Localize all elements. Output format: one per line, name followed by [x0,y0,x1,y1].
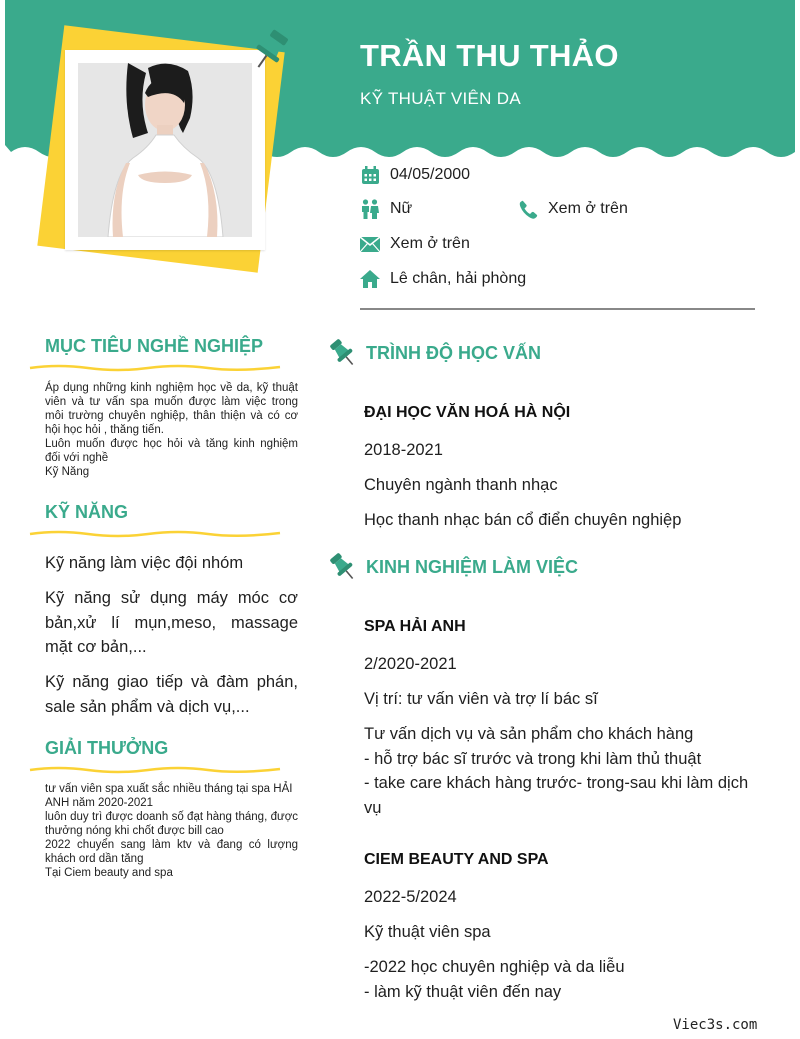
address-row [360,269,526,289]
full-name: TRẦN THU THẢO [360,38,619,73]
award-line: 2022 chuyển sang làm ktv và đang có lượng khách ord dần tăng [45,839,298,865]
photo-frame [65,50,265,250]
skills-underline [28,528,283,540]
experience-title: KINH NGHIỆM LÀM VIỆC [366,556,579,577]
award-line: ANH năm 2020-2021 [45,797,154,809]
awards-text [45,782,298,880]
skill-item: Kỹ năng làm việc đội nhóm [45,554,244,572]
contact-divider [360,308,755,310]
education-heading [330,337,541,369]
education-title: TRÌNH ĐỘ HỌC VẤN [366,342,541,363]
objective-underline [28,362,283,374]
objective-line: Luôn muốn được học hỏi và tăng kinh nghiệm đối với nghề [45,438,298,464]
company-name: SPA HẢI ANH [364,618,466,635]
education-period: 2018-2021 [364,441,443,459]
school-name: ĐẠI HỌC VĂN HOÁ HÀ NỘI [364,404,571,421]
education-major: Chuyên ngành thanh nhạc [364,476,558,494]
phone-row [518,199,628,219]
job-description: Tư vấn dịch vụ và sản phẩm cho khách hàng - hỗ trợ bác sĩ trước và trong khi làm thủ thuật - take care khách hàng trước- trong-sau khi làm dịch vụ [364,725,749,817]
skill-item: Kỹ năng giao tiếp và đàm phán, sale sản phẩm và dịch vụ,... [45,673,298,716]
phone-icon [518,199,538,219]
awards-heading: GIẢI THƯỞNG [45,738,169,758]
job-position: Kỹ thuật viên spa [364,923,491,941]
objective-text [45,381,298,479]
gender-row [360,199,412,219]
pushpin-icon [330,551,356,583]
home-icon [360,269,380,289]
envelope-icon [360,234,380,254]
job-position: Vị trí: tư vấn viên và trợ lí bác sĩ [364,690,598,708]
phone-value[interactable]: Xem ở trên [548,200,628,217]
email-row [360,234,470,254]
job-period: 2/2020-2021 [364,655,457,673]
pushpin-icon [250,25,292,78]
award-line: tư vấn viên spa xuất sắc nhiều tháng tại spa HẢI [45,783,293,795]
award-line: Tại Ciem beauty and spa [45,867,173,879]
calendar-icon [360,165,380,185]
gender-icon [360,199,380,219]
awards-underline [28,764,283,776]
birthday-row [360,165,470,185]
job-title: KỸ THUẬT VIÊN DA [360,89,521,108]
address-value: Lê chân, hải phòng [390,270,527,287]
gender-value: Nữ [390,200,413,217]
objective-line: Kỹ Năng [45,466,90,478]
footer-brand[interactable]: Viec3s.com [673,1017,758,1033]
email-value[interactable]: Xem ở trên [390,235,470,252]
objective-line: Áp dụng những kinh nghiệm học về da, kỹ thuật viên và tư vấn spa muốn được làm việc trong môi trường chuyên nghiệp, thân thiện và có cơ hội học hỏi , thăng tiến. [45,382,298,436]
profile-photo [78,63,252,237]
birthday-value: 04/05/2000 [390,166,471,183]
company-name: CIEM BEAUTY AND SPA [364,851,549,868]
skills-heading: KỸ NĂNG [45,502,129,522]
job-period: 2022-5/2024 [364,888,457,906]
experience-heading [330,551,578,583]
skill-item: Kỹ năng sử dụng máy móc cơ bản,xử lí mụn,meso, massage mặt cơ bản,... [45,589,298,656]
objective-heading: MỤC TIÊU NGHỀ NGHIỆP [45,336,264,356]
award-line: luôn duy trì được doanh số đạt hàng tháng, được thưởng nóng khi chốt được bill cao [45,811,298,837]
pushpin-icon [330,337,356,369]
education-detail: Học thanh nhạc bán cổ điển chuyên nghiệp [364,511,682,529]
job-description: -2022 học chuyên nghiệp và da liễu - làm kỹ thuật viên đến nay [364,958,625,1001]
